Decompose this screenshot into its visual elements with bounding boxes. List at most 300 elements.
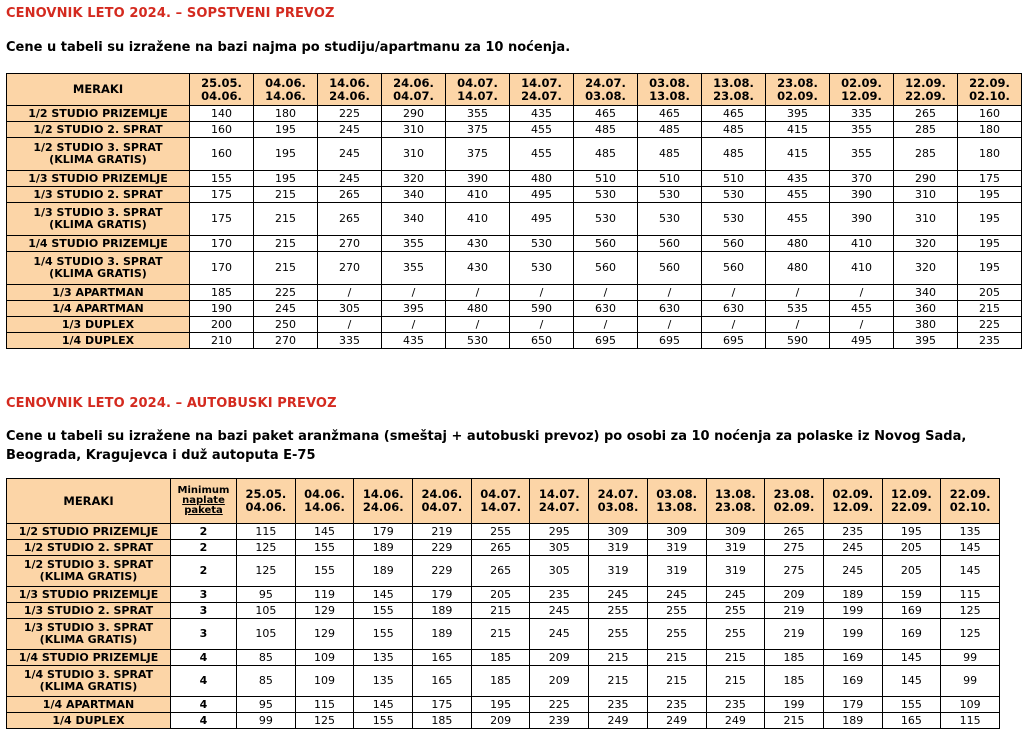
cell-line: 02.09. [777, 88, 818, 103]
price-cell: 560 [574, 252, 638, 285]
row-label [7, 106, 190, 122]
price-cell: 169 [823, 666, 882, 697]
table-row [7, 556, 1000, 587]
row-label [7, 138, 190, 171]
price-cell: 195 [254, 138, 318, 171]
price-cell: 310 [382, 138, 446, 171]
price-cell: 355 [446, 106, 510, 122]
price-cell: 235 [589, 697, 648, 713]
period-header [295, 479, 354, 524]
cell-line: 13.08. [656, 500, 698, 514]
table-row [7, 540, 1000, 556]
price-cell: 395 [894, 333, 958, 349]
min-packages-cell: 3 [171, 603, 237, 619]
price-cell: / [382, 317, 446, 333]
period-header [882, 479, 941, 524]
price-cell: 185 [471, 666, 530, 697]
min-packages-cell: 2 [171, 524, 237, 540]
price-cell: 320 [382, 171, 446, 187]
price-cell: 145 [941, 556, 1000, 587]
price-cell: 340 [382, 203, 446, 236]
row-label [7, 317, 190, 333]
cell-line: 13.08. [714, 487, 756, 501]
min-packages-cell: 3 [171, 619, 237, 650]
price-cell: 255 [647, 603, 706, 619]
price-cell: 630 [574, 301, 638, 317]
price-cell: / [318, 285, 382, 301]
price-cell: 360 [894, 301, 958, 317]
price-cell: 235 [958, 333, 1022, 349]
price-cell: 250 [254, 317, 318, 333]
table-row [7, 697, 1000, 713]
price-cell: 255 [647, 619, 706, 650]
price-cell: 225 [318, 106, 382, 122]
period-header [413, 479, 472, 524]
price-cell: 390 [830, 187, 894, 203]
cell-line: 14.06. [362, 487, 404, 501]
price-cell: 245 [318, 171, 382, 187]
price-cell: 430 [446, 252, 510, 285]
price-cell: 170 [190, 236, 254, 252]
price-cell: 175 [190, 203, 254, 236]
price-cell: 455 [766, 187, 830, 203]
row-label [7, 697, 171, 713]
price-cell: 215 [706, 666, 765, 697]
price-cell: 219 [765, 619, 824, 650]
price-cell: / [510, 317, 574, 333]
table-row [7, 587, 1000, 603]
cell-line: 13.08. [713, 75, 754, 90]
price-cell: 99 [941, 666, 1000, 697]
cell-line: 1/3 STUDIO 3. SPRAT [23, 621, 154, 634]
price-cell: 155 [882, 697, 941, 713]
price-cell: 485 [702, 138, 766, 171]
price-cell: 285 [894, 138, 958, 171]
cell-line: 23.08. [773, 487, 815, 501]
price-cell: 510 [638, 171, 702, 187]
table-row [7, 203, 1022, 236]
cell-line: 1/4 STUDIO 3. SPRAT [33, 255, 163, 268]
price-cell: 695 [574, 333, 638, 349]
section2-subtitle [6, 427, 966, 465]
row-label [7, 333, 190, 349]
price-cell: 109 [295, 650, 354, 666]
price-cell: / [766, 317, 830, 333]
min-header-line: Minimum [177, 485, 230, 496]
price-cell: 160 [190, 138, 254, 171]
price-cell: 310 [382, 122, 446, 138]
price-cell: 119 [295, 587, 354, 603]
price-cell: 155 [354, 603, 413, 619]
price-cell: 355 [830, 138, 894, 171]
price-cell: 455 [510, 122, 574, 138]
price-cell: 485 [638, 138, 702, 171]
price-cell: 215 [647, 650, 706, 666]
header-label: MERAKI [7, 479, 171, 524]
cell-line: (KLIMA GRATIS) [49, 153, 147, 166]
price-cell: 205 [882, 540, 941, 556]
price-cell: 530 [638, 203, 702, 236]
price-cell: 145 [295, 524, 354, 540]
price-cell: / [702, 285, 766, 301]
table-row [7, 106, 1022, 122]
cell-line: 1/4 STUDIO 3. SPRAT [23, 668, 154, 681]
price-cell: 310 [894, 203, 958, 236]
price-cell: 235 [706, 697, 765, 713]
cell-line: 1/3 STUDIO 3. SPRAT [33, 206, 163, 219]
price-cell: 370 [830, 171, 894, 187]
cell-line: 04.07. [457, 75, 498, 90]
price-cell: 189 [413, 603, 472, 619]
price-cell: 530 [702, 203, 766, 236]
price-cell: 410 [830, 236, 894, 252]
row-label [7, 285, 190, 301]
price-cell: 189 [823, 713, 882, 729]
price-cell: 135 [354, 666, 413, 697]
cell-line: 23.08. [777, 75, 818, 90]
price-cell: 480 [510, 171, 574, 187]
cell-line: 1/4 APARTMAN [42, 697, 135, 711]
price-cell: 495 [510, 187, 574, 203]
price-cell: 219 [413, 524, 472, 540]
table-row [7, 285, 1022, 301]
cell-line: 1/3 APARTMAN [52, 285, 144, 299]
price-cell: 319 [589, 556, 648, 587]
cell-line: 14.06. [304, 500, 345, 514]
price-cell: 239 [530, 713, 589, 729]
row-label [7, 587, 171, 603]
price-cell: 155 [354, 713, 413, 729]
price-cell: 530 [702, 187, 766, 203]
price-cell: 270 [318, 252, 382, 285]
price-cell: 255 [589, 603, 648, 619]
price-cell: 195 [882, 524, 941, 540]
price-cell: 455 [830, 301, 894, 317]
price-cell: 209 [530, 650, 589, 666]
price-cell: 495 [510, 203, 574, 236]
period-header [647, 479, 706, 524]
price-cell: / [638, 317, 702, 333]
table-row [7, 524, 1000, 540]
price-cell: 129 [295, 619, 354, 650]
price-cell: 695 [638, 333, 702, 349]
price-cell: 185 [765, 666, 824, 697]
price-cell: 215 [958, 301, 1022, 317]
cell-line: 22.09. [949, 487, 991, 501]
price-cell: 95 [237, 587, 296, 603]
price-cell: 590 [510, 301, 574, 317]
cell-line: 04.07. [421, 500, 463, 514]
price-cell: 195 [958, 203, 1022, 236]
price-cell: 115 [941, 587, 1000, 603]
price-cell: 185 [190, 285, 254, 301]
price-cell: 180 [254, 106, 318, 122]
cell-line: 1/2 STUDIO PRIZEMLJE [28, 106, 168, 120]
cell-line: 14.07. [480, 500, 521, 514]
price-cell: 510 [702, 171, 766, 187]
price-cell: 125 [941, 619, 1000, 650]
price-cell: 169 [882, 603, 941, 619]
table-row [7, 187, 1022, 203]
price-cell: 175 [190, 187, 254, 203]
price-cell: 530 [574, 203, 638, 236]
cell-line: 04.06. [265, 75, 306, 90]
cell-line: 1/3 STUDIO 2. SPRAT [23, 603, 154, 617]
price-cell: 530 [446, 333, 510, 349]
price-cell: 189 [823, 587, 882, 603]
price-cell: 125 [941, 603, 1000, 619]
cell-line: (KLIMA GRATIS) [39, 633, 138, 646]
price-cell: 560 [638, 252, 702, 285]
price-cell: 245 [706, 587, 765, 603]
period-header [237, 479, 296, 524]
cell-line: 24.07. [597, 487, 639, 501]
cell-line: 12.09. [832, 500, 874, 514]
price-cell: 145 [882, 666, 941, 697]
price-cell: / [446, 317, 510, 333]
price-cell: 415 [766, 138, 830, 171]
price-cell: 249 [706, 713, 765, 729]
price-cell: 209 [530, 666, 589, 697]
price-cell: 435 [382, 333, 446, 349]
price-cell: 215 [647, 666, 706, 697]
price-cell: 169 [823, 650, 882, 666]
price-cell: 245 [647, 587, 706, 603]
price-cell: 305 [530, 540, 589, 556]
price-cell: / [382, 285, 446, 301]
price-cell: 155 [354, 619, 413, 650]
price-cell: 115 [941, 713, 1000, 729]
cell-line: (KLIMA GRATIS) [39, 570, 138, 583]
price-cell: 215 [254, 236, 318, 252]
cell-line: 14.06. [265, 88, 306, 103]
price-cell: 255 [589, 619, 648, 650]
cell-line: 1/4 APARTMAN [52, 301, 144, 315]
price-cell: 309 [706, 524, 765, 540]
table-row [7, 650, 1000, 666]
price-cell: 305 [318, 301, 382, 317]
cell-line: 1/4 STUDIO PRIZEMLJE [28, 236, 168, 250]
price-cell: 309 [589, 524, 648, 540]
price-cell: 390 [830, 203, 894, 236]
price-cell: 175 [958, 171, 1022, 187]
price-cell: 195 [958, 252, 1022, 285]
min-header-line: naplate [182, 495, 225, 506]
min-packages-cell: 4 [171, 713, 237, 729]
price-cell: 155 [295, 556, 354, 587]
price-cell: 395 [382, 301, 446, 317]
price-cell: 270 [254, 333, 318, 349]
price-cell: 135 [941, 524, 1000, 540]
section1-title: CENOVNIK LETO 2024. – SOPSTVENI PREVOZ [6, 6, 335, 21]
section2-subtitle-line1: Cene u tabeli su izražene na bazi paket aranžmana (smeštaj + autobuski prevoz) po osobi za 10 noćenja za polaske iz Novog Sada, [6, 429, 967, 444]
price-cell: 380 [894, 317, 958, 333]
period-header [471, 479, 530, 524]
cell-line: 1/2 STUDIO 2. SPRAT [33, 122, 163, 136]
cell-line: 02.10. [969, 88, 1010, 103]
cell-line: 1/2 STUDIO PRIZEMLJE [18, 524, 159, 538]
cell-line: 1/4 DUPLEX [61, 333, 135, 347]
price-cell: 200 [190, 317, 254, 333]
price-cell: 265 [471, 540, 530, 556]
cell-line: 02.09. [832, 487, 874, 501]
price-cell: 165 [882, 713, 941, 729]
price-cell: 435 [510, 106, 574, 122]
period-header [510, 74, 574, 106]
price-cell: 319 [706, 540, 765, 556]
price-cell: / [830, 285, 894, 301]
cell-line: 1/4 STUDIO PRIZEMLJE [18, 650, 159, 664]
price-cell: 480 [446, 301, 510, 317]
row-label [7, 524, 171, 540]
cell-line: 24.06. [362, 500, 404, 514]
price-cell: 159 [882, 587, 941, 603]
price-cell: 495 [830, 333, 894, 349]
cell-line: 24.07. [585, 75, 626, 90]
period-header [706, 479, 765, 524]
cell-line: 24.07. [521, 88, 562, 103]
row-label [7, 122, 190, 138]
min-packages-cell: 2 [171, 556, 237, 587]
table-row [7, 333, 1022, 349]
cell-line: 14.07. [457, 88, 498, 103]
price-cell: 195 [958, 236, 1022, 252]
price-cell: 290 [382, 106, 446, 122]
price-cell: 305 [530, 556, 589, 587]
cell-line: 1/3 STUDIO PRIZEMLJE [28, 171, 168, 185]
price-cell: 535 [766, 301, 830, 317]
table-row [7, 171, 1022, 187]
price-cell: 210 [190, 333, 254, 349]
cell-line: 1/3 DUPLEX [61, 317, 135, 331]
price-cell: 390 [446, 171, 510, 187]
min-packages-cell: 3 [171, 587, 237, 603]
price-cell: 395 [766, 106, 830, 122]
period-header [766, 74, 830, 106]
price-cell: 375 [446, 122, 510, 138]
price-cell: 285 [894, 122, 958, 138]
cell-line: (KLIMA GRATIS) [49, 218, 147, 231]
cell-line: 14.07. [521, 75, 562, 90]
price-cell: 530 [638, 187, 702, 203]
period-header [958, 74, 1022, 106]
cell-line: 04.07. [480, 487, 521, 501]
price-cell: 319 [647, 556, 706, 587]
price-table-bus-transport [6, 478, 1000, 729]
row-label [7, 301, 190, 317]
header-row [7, 74, 1022, 106]
table-row [7, 666, 1000, 697]
cell-line: 22.09. [969, 75, 1010, 90]
price-cell: 275 [765, 556, 824, 587]
cell-line: 03.08. [649, 75, 690, 90]
price-cell: 270 [318, 236, 382, 252]
price-cell: 340 [382, 187, 446, 203]
price-cell: 160 [190, 122, 254, 138]
price-cell: 109 [295, 666, 354, 697]
row-label [7, 187, 190, 203]
table-row [7, 122, 1022, 138]
price-cell: 480 [766, 236, 830, 252]
price-cell: 560 [638, 236, 702, 252]
cell-line: 23.08. [713, 88, 754, 103]
price-cell: 169 [882, 619, 941, 650]
price-cell: 195 [471, 697, 530, 713]
price-cell: 340 [894, 285, 958, 301]
table-row [7, 619, 1000, 650]
price-cell: 170 [190, 252, 254, 285]
price-cell: 375 [446, 138, 510, 171]
row-label [7, 603, 171, 619]
price-cell: 355 [382, 236, 446, 252]
table-row [7, 252, 1022, 285]
price-cell: 235 [647, 697, 706, 713]
price-cell: 355 [382, 252, 446, 285]
cell-line: 1/4 DUPLEX [52, 713, 125, 727]
cell-line: 1/3 STUDIO 2. SPRAT [33, 187, 163, 201]
price-cell: 185 [765, 650, 824, 666]
price-cell: 189 [413, 619, 472, 650]
table-row [7, 317, 1022, 333]
row-label [7, 619, 171, 650]
price-cell: 215 [254, 187, 318, 203]
price-cell: 320 [894, 236, 958, 252]
price-cell: 310 [894, 187, 958, 203]
cell-line: 14.06. [329, 75, 370, 90]
price-cell: 215 [589, 650, 648, 666]
section1-subtitle: Cene u tabeli su izražene na bazi najma po studiju/apartmanu za 10 noćenja. [6, 40, 571, 55]
price-cell: 179 [413, 587, 472, 603]
price-cell: 215 [254, 252, 318, 285]
price-cell: 199 [823, 603, 882, 619]
price-cell: 85 [237, 650, 296, 666]
price-cell: 309 [647, 524, 706, 540]
price-cell: 115 [295, 697, 354, 713]
table-row [7, 236, 1022, 252]
cell-line: 25.05. [201, 75, 242, 90]
price-cell: 560 [702, 252, 766, 285]
price-cell: 105 [237, 603, 296, 619]
price-cell: 320 [894, 252, 958, 285]
price-cell: 190 [190, 301, 254, 317]
price-cell: 215 [589, 666, 648, 697]
cell-line: 04.06. [304, 487, 345, 501]
cell-line: 04.06. [245, 500, 287, 514]
cell-line: 24.06. [393, 75, 434, 90]
price-cell: 199 [765, 697, 824, 713]
cell-line: 1/2 STUDIO 3. SPRAT [33, 141, 163, 154]
price-cell: 225 [254, 285, 318, 301]
price-cell: 530 [574, 187, 638, 203]
period-header [823, 479, 882, 524]
price-cell: 185 [413, 713, 472, 729]
min-header-line: paketa [184, 505, 223, 516]
period-header [702, 74, 766, 106]
price-cell: 180 [958, 138, 1022, 171]
price-cell: 265 [471, 556, 530, 587]
price-cell: 249 [589, 713, 648, 729]
price-cell: 485 [574, 122, 638, 138]
price-cell: 99 [941, 650, 1000, 666]
price-cell: 265 [894, 106, 958, 122]
price-cell: / [446, 285, 510, 301]
price-cell: 189 [354, 556, 413, 587]
price-cell: 215 [471, 619, 530, 650]
price-cell: 410 [830, 252, 894, 285]
price-cell: 455 [766, 203, 830, 236]
price-cell: 510 [574, 171, 638, 187]
cell-line: 12.09. [891, 487, 932, 501]
